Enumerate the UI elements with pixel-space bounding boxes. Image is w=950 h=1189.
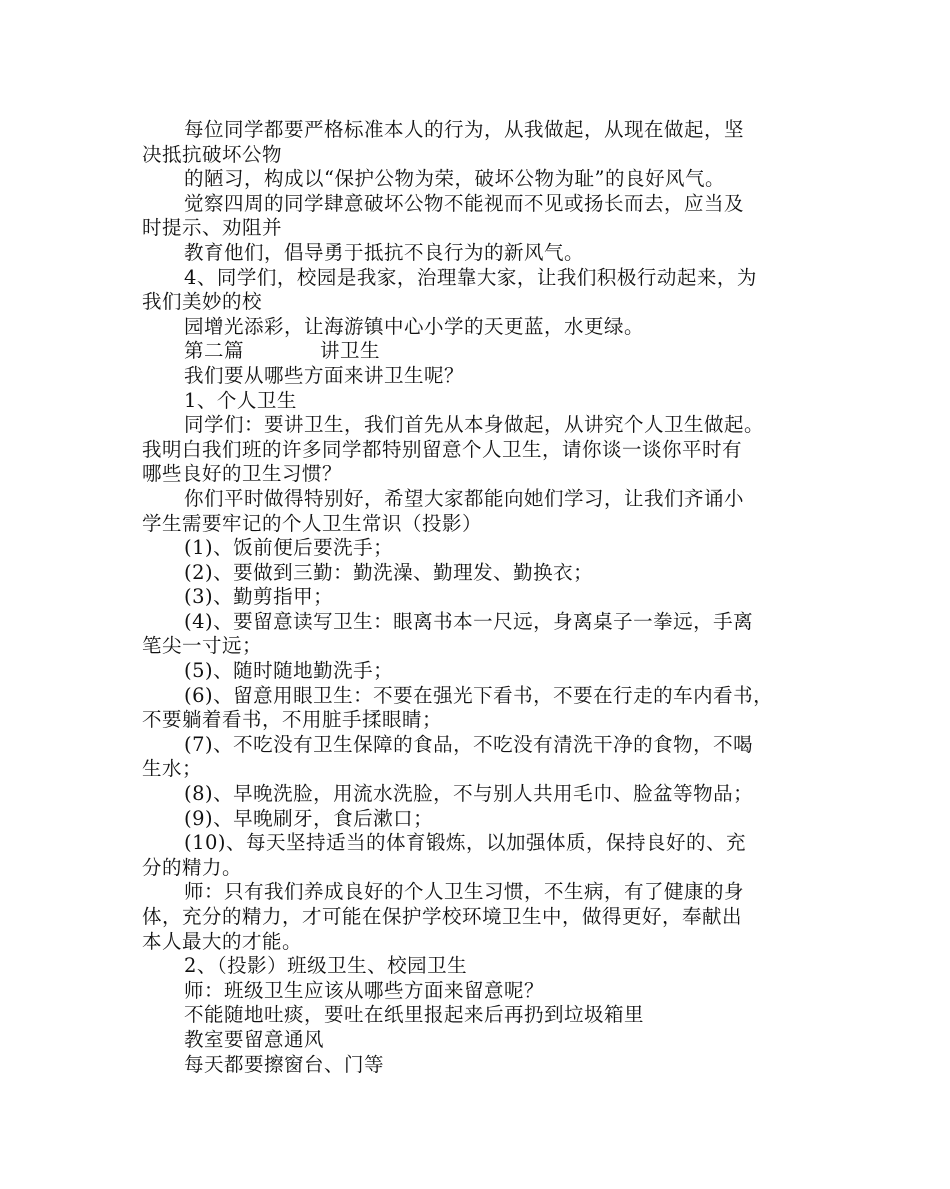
text-line: 分的精力。 bbox=[142, 855, 243, 879]
text-line: 园增光添彩，让海游镇中心小学的天更蓝，水更绿。 bbox=[184, 314, 645, 338]
text-line: 2、（投影）班级卫生、校园卫生 bbox=[184, 954, 468, 978]
text-line: 师：班级卫生应该从哪些方面来留意呢？ bbox=[184, 978, 545, 1002]
text-line: 笔尖一寸远； bbox=[142, 634, 263, 658]
text-line: 本人最大的才能。 bbox=[142, 929, 303, 953]
text-line: 每天都要擦窗台、门等 bbox=[184, 1052, 385, 1076]
text-line: 觉察四周的同学肆意破坏公物不能视而不见或扬长而去，应当及 bbox=[184, 191, 745, 215]
text-line: 不能随地吐痰，要吐在纸里报起来后再扔到垃圾箱里 bbox=[184, 1003, 645, 1027]
text-line: (4)、要留意读写卫生：眼离书本一尺远，身离桌子一拳远，手离 bbox=[184, 609, 754, 633]
text-line: 体，充分的精力，才可能在保护学校环境卫生中，做得更好，奉献出 bbox=[142, 905, 743, 928]
text-line: 哪些良好的卫生习惯？ bbox=[142, 462, 343, 486]
text-line: (2)、要做到三勤：勤洗澡、勤理发、勤换衣； bbox=[184, 560, 594, 584]
text-line: 同学们：要讲卫生，我们首先从本身做起，从讲究个人卫生做起。 bbox=[184, 413, 765, 437]
section-title: 讲卫生 bbox=[320, 339, 381, 363]
text-line: 1、个人卫生 bbox=[184, 388, 297, 412]
text-line: 生水； bbox=[142, 757, 203, 781]
text-line: 时提示、劝阻并 bbox=[142, 216, 283, 240]
text-line: (9)、早晚刷牙，食后漱口； bbox=[184, 806, 434, 830]
document-body bbox=[142, 118, 812, 1077]
text-line bbox=[142, 339, 812, 364]
text-line: (1)、饭前便后要洗手； bbox=[184, 536, 394, 560]
text-line: (8)、早晚洗脸，用流水洗脸，不与别人共用毛巾、脸盆等物品； bbox=[184, 782, 754, 806]
text-line: 的陋习，构成以“保护公物为荣，破坏公物为耻”的良好风气。 bbox=[184, 167, 725, 191]
text-line: 教室要留意通风 bbox=[184, 1027, 325, 1051]
text-line: (5)、随时随地勤洗手； bbox=[184, 659, 394, 683]
text-line: 不要躺着看书，不用脏手揉眼睛； bbox=[142, 708, 443, 732]
text-line: 师：只有我们养成良好的个人卫生习惯，不生病，有了健康的身 bbox=[184, 880, 745, 904]
text-line: 教育他们，倡导勇于抵抗不良行为的新风气。 bbox=[184, 240, 585, 264]
section-label: 第二篇 bbox=[184, 339, 245, 363]
text-line: 决抵抗破坏公物 bbox=[142, 142, 283, 166]
text-line: (7)、不吃没有卫生保障的食品，不吃没有清洗干净的食物，不喝 bbox=[184, 732, 754, 756]
text-line: 4、同学们，校园是我家，治理靠大家，让我们积极行动起来，为 bbox=[184, 265, 757, 289]
text-line: 学生需要牢记的个人卫生常识（投影） bbox=[142, 511, 483, 535]
text-line: 我们美妙的校 bbox=[142, 290, 263, 314]
text-line: 你们平时做得特别好，希望大家都能向她们学习，让我们齐诵小 bbox=[184, 486, 745, 510]
text-line: 我们要从哪些方面来讲卫生呢？ bbox=[184, 363, 465, 387]
text-line: (10)、每天坚持适当的体育锻炼，以加强体质，保持良好的、充 bbox=[184, 831, 747, 855]
text-line: (3)、勤剪指甲； bbox=[184, 585, 334, 609]
text-line: 每位同学都要严格标准本人的行为，从我做起，从现在做起，坚 bbox=[184, 118, 745, 141]
text-line: (6)、留意用眼卫生：不要在强光下看书，不要在行走的车内看书， bbox=[184, 683, 774, 707]
text-line: 我明白我们班的许多同学都特别留意个人卫生，请你谈一谈你平时有 bbox=[142, 437, 743, 461]
